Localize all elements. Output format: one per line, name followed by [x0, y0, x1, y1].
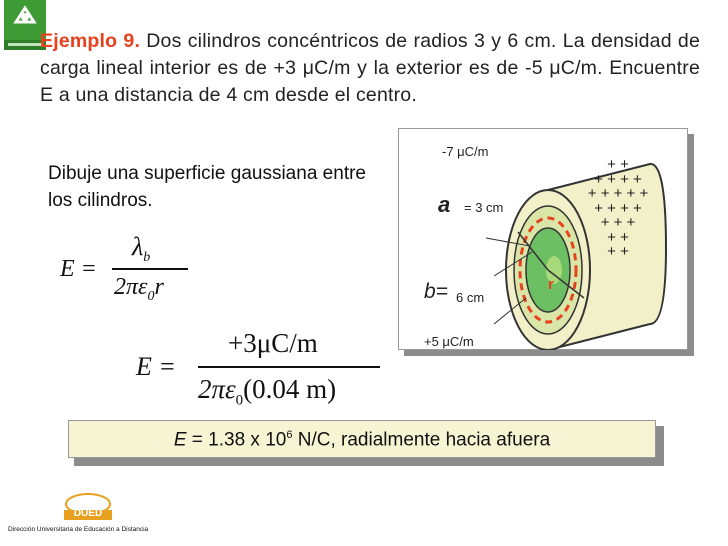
dued-logo — [8, 488, 168, 544]
problem-statement — [40, 28, 700, 109]
b-value: 6 cm — [456, 290, 485, 305]
formula-1-lhs: E = — [60, 256, 97, 282]
label-b: b= — [424, 280, 448, 303]
formula-1-numerator: $\lambda_b$ — [132, 232, 151, 266]
formula-2-denominator: $2\pi\varepsilon_0(0.04$ m) — [198, 374, 337, 409]
fraction-bar — [112, 268, 188, 270]
result-exponent: 6 — [286, 429, 293, 441]
statement-part2: C/m y la exterior es de -5 — [314, 57, 550, 79]
result-box — [68, 420, 664, 466]
example-label: Ejemplo 9. — [40, 30, 141, 52]
a-value: = 3 cm — [464, 200, 504, 215]
formula-2-denominator-sub: 0 — [235, 392, 244, 409]
cylinder-diagram — [398, 128, 694, 356]
outer-charge-label: -7 μC/m — [442, 144, 489, 159]
plus-charges — [558, 158, 678, 260]
label-a: a — [438, 192, 451, 217]
plus-row: + + + + + — [587, 185, 649, 202]
formula-1-denominator: $2\pi\varepsilon_0r$ — [114, 274, 164, 304]
statement-part1: Dos cilindros concéntricos de radios 3 y 6 cm. La densidad de carga lineal interior es de +3 — [40, 30, 700, 79]
plus-row: + + — [607, 243, 629, 260]
fraction-bar — [198, 366, 380, 368]
plus-row: + + — [607, 156, 629, 173]
instruction-text: Dibuje una superficie gaussiana entre los cilindros. — [48, 163, 366, 211]
mu-symbol: μ — [549, 57, 561, 79]
formula-2-numerator: +3μC/m — [228, 328, 318, 358]
result-var: E — [173, 429, 187, 451]
plus-row: + + + + — [594, 199, 642, 217]
mu-symbol: μ — [302, 57, 315, 79]
plus-row: + + — [607, 228, 629, 246]
formula-1 — [60, 232, 210, 312]
inner-charge-label: +5 μC/m — [424, 334, 474, 349]
plus-row: + + + + — [594, 170, 642, 188]
result-pre: = 1.38 x 10 — [186, 429, 287, 451]
statement-part3: C/m. Encuentre E a una distancia de 4 cm desde el centro. — [40, 57, 700, 106]
label-r: r — [548, 276, 554, 293]
result-post: N/C, radialmente hacia afuera — [292, 429, 551, 451]
formula-2-lhs: E = — [136, 352, 176, 381]
plus-row: + + + — [600, 214, 636, 231]
formula-1-denominator-sub: 0 — [147, 288, 155, 304]
institution-name: Dirección Universitaria de Educación a Distancia — [8, 526, 149, 533]
formula-2 — [136, 328, 396, 420]
result-text — [68, 429, 656, 451]
dued-logo-text: DUED — [73, 508, 103, 519]
formula-1-numerator-sub: b — [143, 250, 151, 266]
